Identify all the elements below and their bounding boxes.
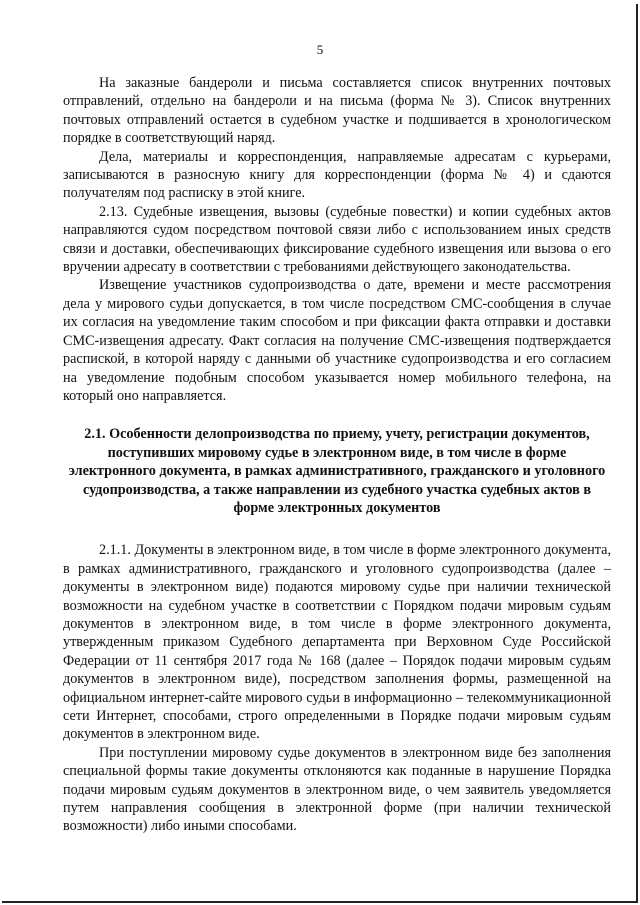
paragraph-registered-mail: На заказные бандероли и письма составляется список внутренних почтовых отправлений, отдельно на бандероли и на письма (форма № 3). Список внутренних почтовых отправлений остается в судебном участке и подшивается в хронологическом порядке в соответствующий наряд. [63, 75, 611, 147]
paragraph-rejected-docs: При поступлении мировому судье документов в электронном виде без заполнения специальной формы такие документы отклоняются как поданные в нарушение Порядка подачи мировым судьям документов в электронном виде, о чем заявитель уведомляется путем направления сообщения в электронной форме (при наличии технической возможности) либо иными способами. [63, 744, 611, 835]
paragraph-courier-delivery: Дела, материалы и корреспонденция, направляемые адресатам с курьерами, записываются в разносную книгу для корреспонденции (форма № 4) и сдаются получателям под расписку в этой книге. [63, 148, 611, 202]
paragraph-2-1-1-electronic-docs: 2.1.1. Документы в электронном виде, в том числе в форме электронного документа, в рамках административного, гражданского и уголовного судопроизводства (далее – документы в электронном виде) подаются мировому судье при наличии технической возможности на судебном участке в соответствии с Порядком подачи мировым судьям документов в электронном виде, в том числе в форме электронного документа, утвержденным приказом Судебного департамента при Верховном Суде Российской Федерации от 11 сентября 2017 года № 168 (далее – Порядок подачи мировым судьям документов в электронном виде), посредством заполнения формы, размещенной на официальном интернет-сайте мирового судьи в информационно – телекоммуникационной сети Интернет, способами, строго определенными в Порядке подачи мировым судьям документов в электронном виде. [63, 542, 611, 743]
paragraph-2-13-notices: 2.13. Судебные извещения, вызовы (судебные повестки) и копии судебных актов направляются судом посредством почтовой связи либо с использованием иных средств связи и доставки, обеспечивающих фиксирование судебного извещения или вызова о его вручении адресату в соответствии с требованиями действующего законодательства. [63, 203, 611, 276]
document-body [63, 74, 611, 836]
page-number: 5 [316, 42, 324, 57]
paragraph-sms-notification: Извещение участников судопроизводства о дате, времени и месте рассмотрения дела у мирового судьи допускается, в том числе посредством СМС-сообщения в случае их согласия на уведомление таким способом и при фиксации факта отправки и доставки СМС-извещения адресату. Факт согласия на получение СМС-извещения подтверждается распиской, в которой наряду с данными об участнике судопроизводства и его согласием на уведомление подобным способом указывается номер мобильного телефона, на который оно направляется. [63, 277, 611, 404]
section-heading-2-1: 2.1. Особенности делопроизводства по приему, учету, регистрации документов, поступивших мировому судье в электронном виде, в том числе в форме электронного документа, в рамках административного, гражданского и уголовного судопроизводства, а также направлении из судебного участка судебных актов в форме электронных документов [68, 426, 606, 516]
